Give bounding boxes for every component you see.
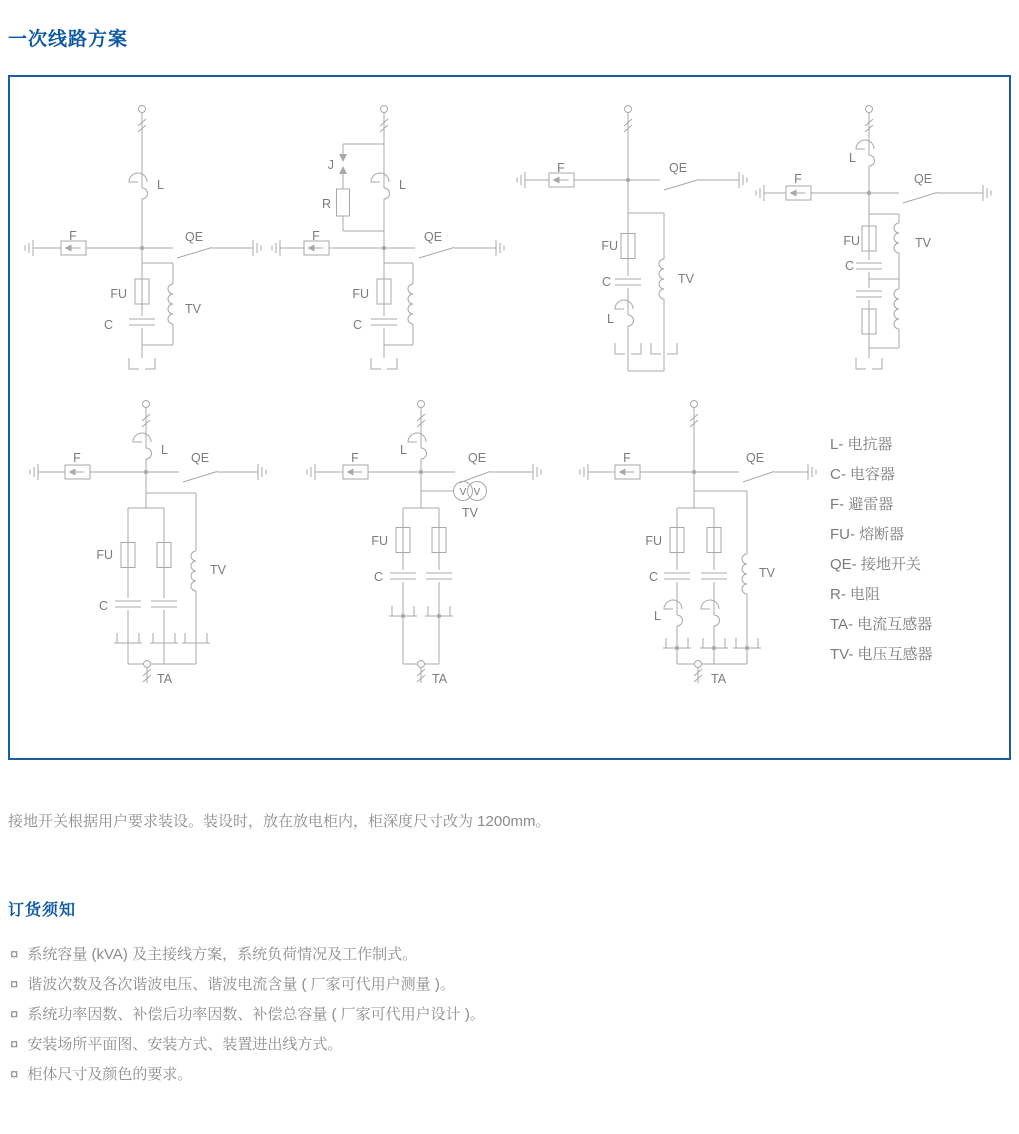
reactor-icon [371, 173, 390, 199]
list-item [10, 1060, 485, 1090]
arrester-icon [343, 465, 368, 479]
bullet-icon: ¤ [10, 976, 19, 993]
resistor-icon [337, 189, 350, 216]
list-item [10, 1030, 485, 1060]
label-qe: QE [913, 172, 933, 186]
junction-dot [675, 646, 679, 650]
diagram-scheme-7 [580, 401, 816, 687]
reactor-icon [701, 600, 720, 626]
ground-icon [533, 464, 541, 480]
label-qe: QE [668, 161, 688, 175]
label-c: C [844, 259, 854, 273]
ta-terminal-icon [418, 661, 425, 668]
label-fu: FU [843, 234, 860, 248]
coil-icon [168, 284, 173, 324]
terminal-icon [691, 401, 698, 408]
label-f: F [623, 451, 631, 465]
ground-icon [808, 464, 816, 480]
legend-item: L- 电抗器 [830, 436, 893, 453]
capacitor-icon [390, 573, 416, 579]
diagram-scheme-2 [272, 106, 504, 370]
label-f: F [69, 229, 77, 243]
qe-blade [177, 248, 212, 259]
label-qe: QE [745, 451, 765, 465]
ordering-item-text: 柜体尺寸及颜色的要求。 [27, 1066, 193, 1083]
arrester-icon [786, 186, 811, 200]
reactor-icon [615, 300, 634, 326]
diagram-scheme-6 [307, 401, 541, 687]
label-c: C [98, 599, 108, 613]
coil-icon [894, 289, 899, 329]
capacitor-icon [129, 319, 155, 325]
label-c: C [352, 318, 362, 332]
reactor-icon [664, 600, 683, 626]
capacitor-icon [856, 263, 882, 269]
label-f: F [351, 451, 359, 465]
label-c: C [601, 275, 611, 289]
terminal-icon [866, 106, 873, 113]
capacitor-icon [426, 573, 452, 579]
arrester-icon [549, 173, 574, 187]
label-tv: TV [462, 506, 478, 520]
label-f: F [73, 451, 81, 465]
junction-dot [745, 646, 749, 650]
diagram-scheme-1 [25, 106, 261, 370]
ground-icon [739, 172, 747, 188]
diagram-scheme-3 [517, 106, 747, 372]
label-c: C [373, 570, 383, 584]
ordering-item-text: 系统容量 (kVA) 及主接线方案，系统负荷情况及工作制式。 [27, 946, 418, 963]
capacitor-icon [856, 291, 882, 297]
coil-icon [659, 259, 664, 299]
label-v: V [473, 487, 481, 498]
arrester-icon [65, 465, 90, 479]
label-fu: FU [645, 534, 662, 548]
ordering-list [10, 940, 485, 1090]
qe-blade [743, 472, 774, 483]
legend-item: F- 避雷器 [830, 496, 894, 513]
legend-item: R- 电阻 [830, 586, 880, 603]
label-tv: TV [210, 563, 226, 577]
ground-icon [517, 172, 525, 188]
junction-dot [712, 646, 716, 650]
label-fu: FU [601, 239, 618, 253]
capacitor-icon [664, 573, 690, 579]
label-fu: FU [371, 534, 388, 548]
label-l: L [399, 178, 406, 192]
arrester-icon [61, 241, 86, 255]
ground-icon [983, 185, 991, 201]
label-tv: TV [678, 272, 694, 286]
bracket-icon [371, 358, 397, 369]
ground-icon [756, 185, 764, 201]
junction-dot [382, 246, 386, 250]
junction-dot [626, 178, 630, 182]
legend-item: C- 电容器 [830, 466, 895, 483]
ordering-item-text: 安装场所平面图、安装方式、装置进出线方式。 [27, 1036, 343, 1053]
label-qe: QE [190, 451, 210, 465]
label-l: L [157, 178, 164, 192]
terminal-icon [139, 106, 146, 113]
coil-icon [894, 223, 899, 253]
coil-icon [408, 284, 413, 324]
bullet-icon: ¤ [10, 1066, 19, 1083]
reactor-icon [129, 173, 148, 199]
label-fu: FU [110, 287, 127, 301]
qe-blade [664, 180, 699, 191]
spark-gap-icon [339, 154, 347, 174]
label-l: L [161, 443, 168, 457]
capacitor-icon [701, 573, 727, 579]
label-tv: TV [185, 302, 201, 316]
ground-icon [580, 464, 588, 480]
capacitor-icon [115, 601, 141, 607]
label-ta: TA [711, 672, 727, 686]
junction-dot [692, 470, 696, 474]
label-tv: TV [915, 236, 931, 250]
coil-icon [191, 551, 196, 591]
arrester-icon [304, 241, 329, 255]
terminal-icon [143, 401, 150, 408]
bracket-icon [129, 358, 155, 369]
reactor-icon [856, 140, 875, 166]
ground-icon [253, 240, 261, 256]
arrester-icon [615, 465, 640, 479]
junction-dot [419, 470, 423, 474]
terminal-icon [381, 106, 388, 113]
wires [525, 113, 739, 372]
qe-blade [903, 193, 937, 204]
reactor-icon [408, 433, 427, 459]
ordering-item-text: 谐波次数及各次谐波电压、谐波电流含量 ( 厂家可代用户测量 )。 [27, 976, 455, 993]
label-c: C [103, 318, 113, 332]
label-qe: QE [184, 230, 204, 244]
label-tv: TV [759, 566, 775, 580]
coil-icon [742, 554, 747, 594]
wires [588, 408, 808, 684]
junction-dot [144, 470, 148, 474]
label-fu: FU [352, 287, 369, 301]
label-r: R [321, 197, 331, 211]
label-f: F [312, 229, 320, 243]
ta-terminal-icon [144, 661, 151, 668]
junction-dot [867, 191, 871, 195]
ground-icon [307, 464, 315, 480]
ground-icon [258, 464, 266, 480]
label-qe: QE [467, 451, 487, 465]
label-l: L [654, 609, 661, 623]
label-j: J [327, 158, 334, 172]
terminal-icon [625, 106, 632, 113]
label-l: L [400, 443, 407, 457]
legend-item: TA- 电流互感器 [830, 616, 933, 633]
reactor-icon [133, 433, 152, 459]
wires [764, 113, 983, 359]
diagram-scheme-5 [30, 401, 266, 687]
legend-item: TV- 电压互感器 [830, 646, 933, 663]
list-item [10, 940, 485, 970]
terminal-icon [418, 401, 425, 408]
diagram-panel [8, 75, 1011, 760]
label-l: L [607, 312, 614, 326]
label-f: F [557, 161, 565, 175]
page-title: 一次线路方案 [8, 29, 129, 50]
ground-icon [496, 240, 504, 256]
qe-blade [183, 472, 217, 483]
label-f: F [794, 172, 802, 186]
legend-item: FU- 熔断器 [830, 526, 905, 543]
label-fu: FU [96, 548, 113, 562]
capacitor-icon [151, 601, 177, 607]
capacitor-icon [615, 279, 641, 285]
ordering-item-text: 系统功率因数、补偿后功率因数、补偿总容量 ( 厂家可代用户设计 )。 [27, 1006, 485, 1023]
label-ta: TA [432, 672, 448, 686]
capacitor-icon [371, 319, 397, 325]
label-v: V [459, 487, 467, 498]
legend-item: QE- 接地开关 [830, 556, 921, 573]
bullet-icon: ¤ [10, 1006, 19, 1023]
label-qe: QE [423, 230, 443, 244]
junction-dot [437, 614, 441, 618]
bracket-icon [856, 358, 882, 369]
list-item [10, 970, 485, 1000]
qe-blade [419, 248, 454, 259]
label-c: C [648, 570, 658, 584]
junction-dot [140, 246, 144, 250]
bullet-icon: ¤ [10, 946, 19, 963]
bullet-icon: ¤ [10, 1036, 19, 1053]
note-text: 接地开关根据用户要求装设。装设时，放在放电柜内，柜深度尺寸改为 1200mm。 [8, 813, 551, 830]
junction-dot [401, 614, 405, 618]
diagram-scheme-4 [756, 106, 991, 370]
legend [830, 430, 933, 670]
label-l: L [849, 151, 856, 165]
ground-icon [30, 464, 38, 480]
wires [33, 113, 253, 359]
ta-terminal-icon [695, 661, 702, 668]
section-title-ordering: 订货须知 [8, 902, 77, 919]
ground-icon [25, 240, 33, 256]
list-item [10, 1000, 485, 1030]
ground-icon [272, 240, 280, 256]
label-ta: TA [157, 672, 173, 686]
